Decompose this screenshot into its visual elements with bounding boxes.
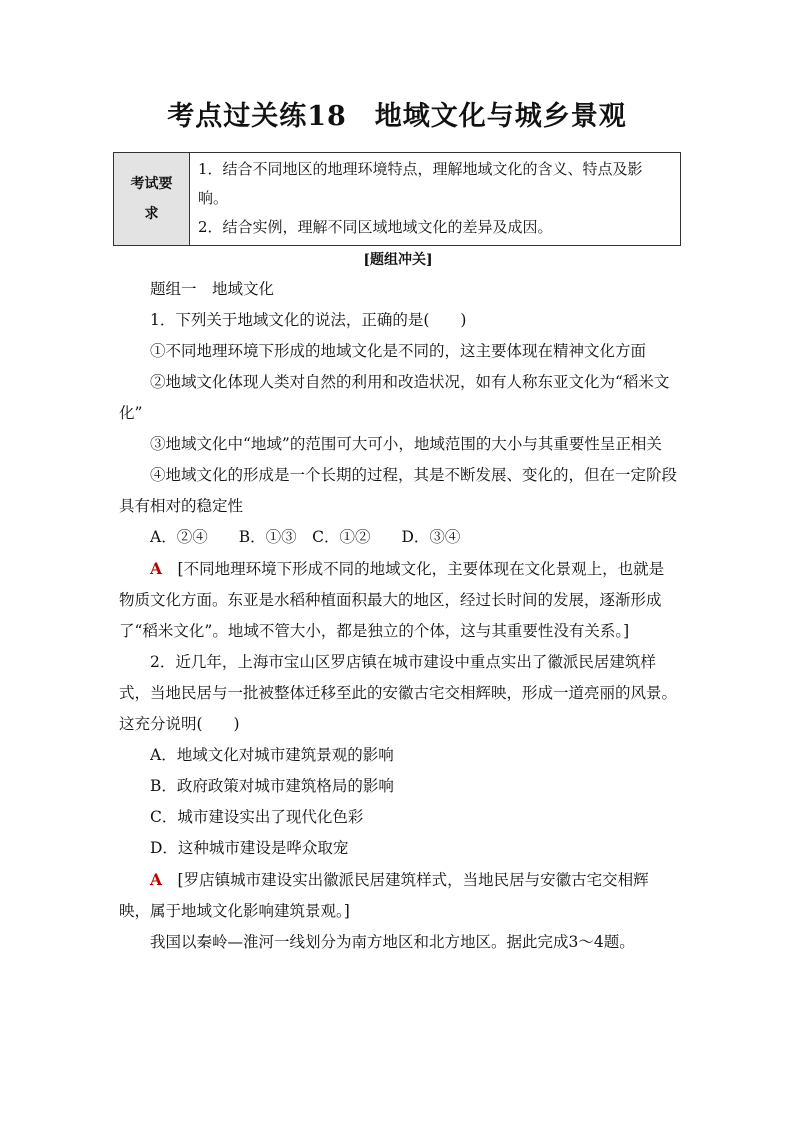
question-1-statement: ④地域文化的形成是一个长期的过程，其是不断发展、变化的，但在一定阶段具有相对的稳定性 [119, 466, 678, 515]
question-2-option: B．政府政策对城市建筑格局的影响 [150, 777, 394, 795]
question-1-statement: ③地域文化中“地域”的范围可大可小，地域范围的大小与其重要性呈正相关 [150, 435, 662, 453]
page-title: 考点过关练18 地域文化与城乡景观 [167, 101, 627, 132]
question-1-statement: ②地域文化体现人类对自然的利用和改造状况，如有人称东亚文化为“稻米文化” [119, 373, 670, 422]
question-1-answer [119, 553, 677, 647]
question-2-option: D．这种城市建设是哗众取宠 [150, 839, 349, 857]
question-1-options: A．②④ B．①③ C．①② D．③④ [150, 528, 461, 546]
answer-explanation: [不同地理环境下形成不同的地域文化，主要体现在文化景观上，也就是物质文化方面。东亚是水稻种植面积最大的地区，经过长时间的发展，逐渐形成了“稻米文化”。地域不管大小，都是独立的个体，这与其重要性没有关系。] [119, 560, 665, 640]
section-tag: [题组冲关] [363, 252, 433, 268]
requirements-label: 考试要求 [114, 153, 190, 245]
requirement-item: 2．结合实例，理解不同区域地域文化的差异及成因。 [198, 218, 553, 236]
requirements-content [190, 153, 680, 245]
question-1-statement: ①不同地理环境下形成的地域文化是不同的，这主要体现在精神文化方面 [150, 342, 647, 360]
questions-3-4-intro: 我国以秦岭—淮河一线划分为南方地区和北方地区。据此完成3～4题。 [150, 933, 635, 951]
question-2-stem: 2．近几年，上海市宝山区罗店镇在城市建设中重点实出了徽派民居建筑样式，当地民居与一批被整体迁移至此的安徽古宅交相辉映，形成一道亮丽的风景。这充分说明( ) [119, 653, 678, 733]
answer-explanation: [罗店镇城市建设实出徽派民居建筑样式，当地民居与安徽古宅交相辉映，属于地域文化影响建筑景观。] [119, 871, 649, 920]
document-body [119, 246, 677, 958]
question-2-option: C．城市建设实出了现代化色彩 [150, 808, 364, 826]
question-2-answer [119, 864, 677, 927]
question-1-stem: 1．下列关于地域文化的说法，正确的是( ) [150, 311, 467, 329]
question-2-option: A．地域文化对城市建筑景观的影响 [150, 746, 394, 764]
answer-letter: A [150, 559, 163, 578]
group-title: 题组一 地域文化 [150, 280, 275, 298]
answer-letter: A [150, 870, 163, 889]
requirement-item: 1．结合不同地区的地理环境特点，理解地域文化的含义、特点及影响。 [198, 160, 643, 207]
requirements-table [113, 152, 681, 246]
